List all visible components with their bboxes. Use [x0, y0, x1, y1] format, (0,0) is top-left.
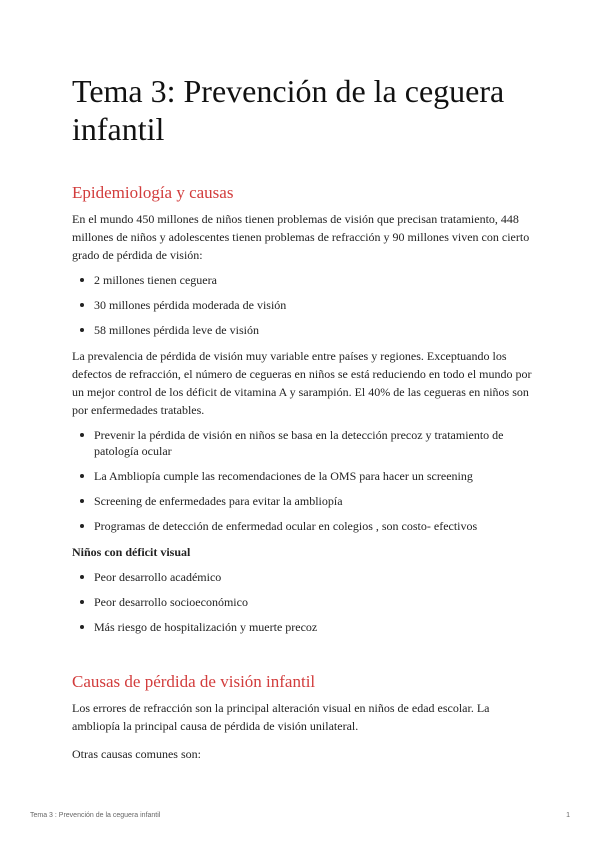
list-item	[72, 619, 532, 635]
causes-paragraph: Los errores de refracción son la principal alteración visual en niños de edad escolar. La ambliopía la principal causa de pérdida de visión unilateral.	[72, 701, 490, 733]
list-item	[72, 493, 532, 509]
list-item	[72, 272, 532, 288]
bullet-icon	[80, 524, 84, 528]
list-item-text: 58 millones pérdida leve de visión	[94, 323, 259, 337]
bullet-list-deficit	[72, 569, 532, 635]
list-item	[72, 468, 532, 484]
intro-paragraph: En el mundo 450 millones de niños tienen problemas de visión que precisan tratamiento, 448 millones de niños y adolescentes tienen problemas de refracción y 90 millones viven con cierto grado de pérdida de visión:	[72, 212, 530, 262]
page-footer	[30, 812, 570, 819]
bullet-list-prevention	[72, 427, 532, 534]
bullet-icon	[80, 278, 84, 282]
other-causes-paragraph: Otras causas comunes son:	[72, 747, 201, 761]
list-item	[72, 322, 532, 338]
list-item	[72, 569, 532, 585]
section-heading-epidemiologia: Epidemiología y causas	[72, 183, 234, 202]
list-item	[72, 594, 532, 610]
bullet-icon	[80, 625, 84, 629]
list-item-text: Peor desarrollo socioeconómico	[94, 595, 248, 609]
bullet-list-vision-loss	[72, 272, 532, 338]
bullet-icon	[80, 474, 84, 478]
section-heading-causas: Causas de pérdida de visión infantil	[72, 672, 316, 691]
bullet-icon	[80, 303, 84, 307]
list-item-text: 2 millones tienen ceguera	[94, 273, 217, 287]
list-item-text: Programas de detección de enfermedad ocular en colegios , son costo- efectivos	[94, 519, 478, 533]
list-item-text: Screening de enfermedades para evitar la ambliopía	[94, 494, 343, 508]
prevalence-paragraph: La prevalencia de pérdida de visión muy variable entre países y regiones. Exceptuando los defectos de refracción, el número de cegueras en niños se está reduciendo en todo el mundo por un mejor control de los déficit de vitamina A y sarampión. El 40% de las cegueras en niños son por enfermedades tratables.	[72, 349, 532, 417]
list-item-text: Peor desarrollo académico	[94, 570, 222, 584]
page-number: 1	[566, 812, 570, 819]
page-title: Tema 3: Prevención de la ceguera infantil	[72, 73, 505, 147]
list-item-text: Más riesgo de hospitalización y muerte precoz	[94, 620, 318, 634]
footer-title: Tema 3 : Prevención de la ceguera infantil	[30, 812, 161, 819]
bullet-icon	[80, 499, 84, 503]
bullet-icon	[80, 575, 84, 579]
subheading-deficit-visual: Niños con déficit visual	[72, 545, 191, 559]
bullet-icon	[80, 433, 84, 437]
list-item-text: Prevenir la pérdida de visión en niños se basa en la detección precoz y tratamiento de patología ocular	[94, 428, 504, 458]
list-item-text: 30 millones pérdida moderada de visión	[94, 298, 287, 312]
list-item-text: La Ambliopía cumple las recomendaciones de la OMS para hacer un screening	[94, 469, 473, 483]
bullet-icon	[80, 600, 84, 604]
bullet-icon	[80, 328, 84, 332]
list-item	[72, 518, 532, 534]
list-item	[72, 427, 532, 459]
document-page	[72, 72, 532, 763]
list-item	[72, 297, 532, 313]
